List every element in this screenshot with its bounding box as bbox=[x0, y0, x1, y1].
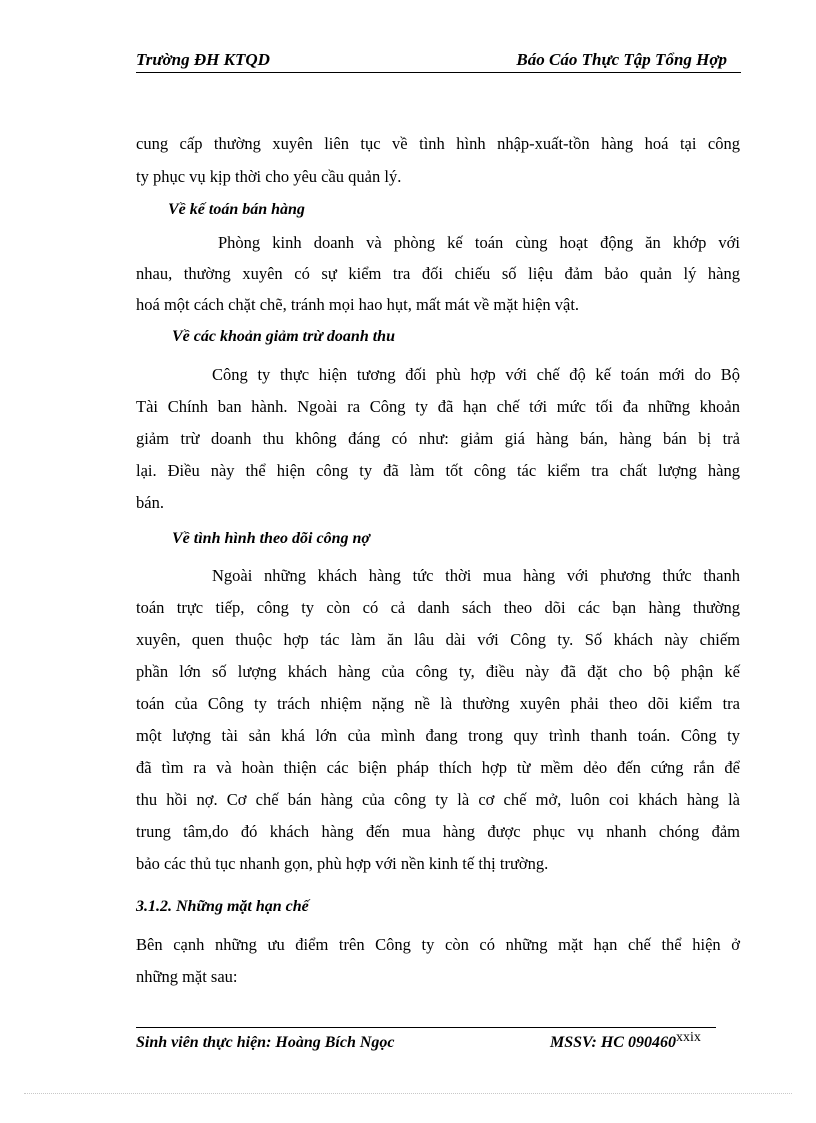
footer-student-name: Sinh viên thực hiện: Hoàng Bích Ngọc bbox=[136, 1034, 395, 1051]
header-report-title: Báo Cáo Thực Tập Tổng Hợp bbox=[516, 50, 727, 69]
header-school: Trường ĐH KTQD bbox=[136, 50, 270, 69]
body-line: ty phục vụ kịp thời cho yêu cầu quản lý. bbox=[136, 167, 402, 186]
body-line: Công ty thực hiện tương đối phù hợp với chế độ kế toán mới do Bộ bbox=[212, 365, 740, 384]
body-line: bảo các thủ tục nhanh gọn, phù hợp với nền kinh tế thị trường. bbox=[136, 854, 549, 873]
page-header bbox=[136, 48, 741, 73]
body-line: phần lớn số lượng khách hàng của công ty, điều này đã đặt cho bộ phận kế bbox=[136, 662, 740, 681]
section-heading-sales-accounting: Về kế toán bán hàng bbox=[168, 201, 305, 218]
body-line: bán. bbox=[136, 493, 164, 512]
body-line: những mặt sau: bbox=[136, 967, 238, 986]
body-line: toán trực tiếp, công ty còn có cả danh sách theo dõi các bạn hàng thường bbox=[136, 598, 740, 617]
footer-divider bbox=[136, 1027, 716, 1028]
body-line: nhau, thường xuyên có sự kiểm tra đối chiếu số liệu đảm bảo quản lý hàng bbox=[136, 264, 740, 283]
body-line: Phòng kinh doanh và phòng kế toán cùng hoạt động ăn khớp với bbox=[218, 233, 740, 252]
body-line: toán của Công ty trách nhiệm nặng nề là thường xuyên phải theo dõi kiểm tra bbox=[136, 694, 740, 713]
page-bottom-edge bbox=[24, 1093, 792, 1094]
body-line: cung cấp thường xuyên liên tục về tình hình nhập-xuất-tồn hàng hoá tại công bbox=[136, 134, 740, 153]
footer-student-id bbox=[550, 1030, 701, 1052]
body-line: xuyên, quen thuộc hợp tác làm ăn lâu dài với Công ty. Số khách này chiếm bbox=[136, 630, 740, 649]
body-line: lại. Điều này thể hiện công ty đã làm tốt công tác kiểm tra chất lượng hàng bbox=[136, 461, 740, 480]
body-line: Bên cạnh những ưu điểm trên Công ty còn có những mặt hạn chế thể hiện ở bbox=[136, 935, 740, 954]
body-line: một lượng tài sản khá lớn của mình đang trong quy trình thanh toán. Công ty bbox=[136, 726, 740, 745]
section-heading-revenue-deductions: Về các khoản giảm trừ doanh thu bbox=[172, 328, 395, 345]
body-line: giảm trừ doanh thu không đáng có như: giảm giá hàng bán, hàng bán bị trả bbox=[136, 429, 740, 448]
student-id-text: MSSV: HC 090460 bbox=[550, 1034, 676, 1051]
body-line: đã tìm ra và hoàn thiện các biện pháp thích hợp từ mềm dẻo đến cứng rắn để bbox=[136, 758, 740, 777]
section-heading-limitations: 3.1.2. Những mặt hạn chế bbox=[136, 898, 309, 915]
body-line: thu hồi nợ. Cơ chế bán hàng của công ty là cơ chế mở, luôn coi khách hàng là bbox=[136, 790, 740, 809]
page-number: xxix bbox=[675, 1030, 701, 1045]
body-line: trung tâm,do đó khách hàng đến mua hàng được phục vụ nhanh chóng đảm bbox=[136, 822, 740, 841]
section-heading-debt-tracking: Về tình hình theo dõi công nợ bbox=[172, 530, 370, 547]
body-line: Tài Chính ban hành. Ngoài ra Công ty đã hạn chế tới mức tối đa những khoản bbox=[136, 397, 740, 416]
body-line: Ngoài những khách hàng tức thời mua hàng với phương thức thanh bbox=[212, 566, 740, 585]
body-line: hoá một cách chặt chẽ, tránh mọi hao hụt, mất mát về mặt hiện vật. bbox=[136, 295, 580, 314]
page-footer bbox=[136, 1030, 740, 1058]
